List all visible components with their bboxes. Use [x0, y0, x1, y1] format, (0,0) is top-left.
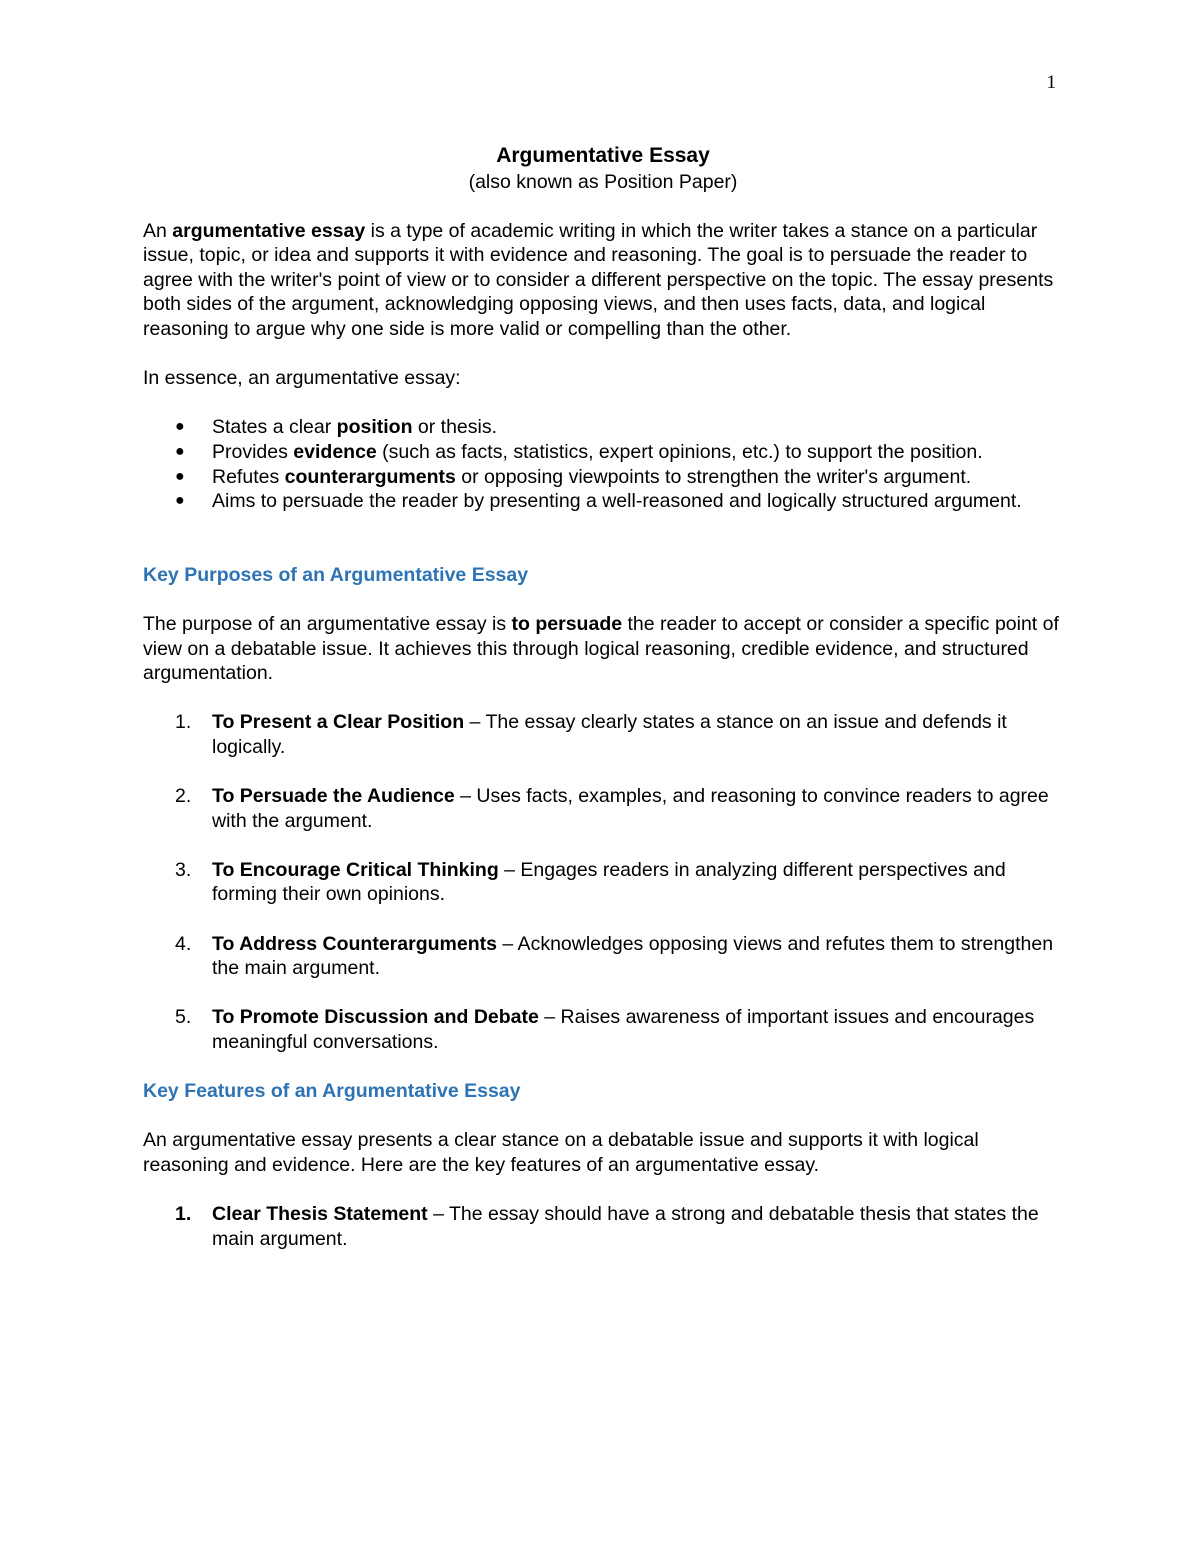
item-text: – Engages readers in analyzing different perspectives and forming their own opinions. — [212, 858, 1006, 906]
item-number: 2. — [175, 785, 192, 808]
item-number: 1. — [175, 1203, 192, 1226]
purposes-list — [143, 710, 1063, 1054]
features-intro: An argumentative essay presents a clear stance on a debatable issue and supports it with logical reasoning and evidence. Here are the key features of an argumentative essay. — [143, 1129, 979, 1176]
purposes-intro-bold: to persuade — [511, 612, 623, 635]
item-text: – Acknowledges opposing views and refutes them to strengthen the main argument. — [212, 932, 1054, 980]
purposes-intro-pre: The purpose of an argumentative essay is — [143, 612, 512, 635]
item-text: – Uses facts, examples, and reasoning to convince readers to agree with the argument. — [212, 785, 1049, 832]
essence-bullet-list — [143, 415, 1063, 513]
item-title: Clear Thesis Statement — [212, 1203, 428, 1226]
features-list — [143, 1202, 1063, 1251]
purposes-intro-post: the reader to accept or consider a specific point of view on a debatable issue. It achieves this through logical reasoning, credible evidence, and structured argumentation. — [143, 612, 1059, 685]
item-title: To Present a Clear Position — [212, 711, 465, 734]
bullet-text-pre: States a clear — [212, 416, 337, 439]
item-title: To Encourage Critical Thinking — [212, 858, 499, 881]
bullet-item — [143, 440, 1063, 465]
bullet-item — [143, 465, 1063, 490]
bullet-text-bold: counterarguments — [284, 465, 456, 488]
purpose-item — [143, 932, 1063, 981]
bullet-text-post: or opposing viewpoints to strengthen the writer's argument. — [455, 465, 972, 488]
bullet-text-pre: Aims to persuade the reader by presenting a well-reasoned and logically structured argument. — [212, 490, 1022, 513]
feature-item — [143, 1202, 1063, 1251]
purpose-item — [143, 710, 1063, 759]
bullet-icon: ● — [175, 442, 185, 460]
document-body — [143, 142, 1063, 1276]
item-title: To Promote Discussion and Debate — [212, 1006, 539, 1029]
bullet-icon: ● — [175, 467, 185, 485]
purpose-item — [143, 1005, 1063, 1054]
bullet-text-pre: Provides — [212, 440, 294, 463]
item-text: – The essay clearly states a stance on an issue and defends it logically. — [212, 711, 1007, 758]
item-number: 5. — [175, 1006, 192, 1029]
bullet-icon: ● — [175, 418, 185, 436]
item-number: 3. — [175, 858, 192, 881]
bullet-icon: ● — [175, 492, 185, 510]
item-title: To Address Counterarguments — [212, 932, 497, 955]
item-number: 4. — [175, 932, 192, 955]
intro-text-bold: argumentative essay — [172, 219, 366, 242]
item-text: – Raises awareness of important issues and encourages meaningful conversations. — [212, 1006, 1035, 1053]
bullet-text-pre: Refutes — [212, 465, 285, 488]
page-number: 1 — [1046, 72, 1056, 93]
intro-text-pre: An — [143, 219, 173, 242]
purposes-heading: Key Purposes of an Argumentative Essay — [143, 563, 529, 586]
item-title: To Persuade the Audience — [212, 785, 455, 808]
document-title: Argumentative Essay — [496, 144, 710, 167]
intro-paragraph — [143, 219, 1063, 342]
bullet-text-bold: evidence — [293, 440, 377, 463]
purpose-item — [143, 784, 1063, 833]
document-subtitle: (also known as Position Paper) — [468, 171, 738, 193]
bullet-text-post: or thesis. — [412, 416, 498, 439]
purposes-intro — [143, 612, 1063, 686]
bullet-item — [143, 415, 1063, 440]
item-text: – The essay should have a strong and debatable thesis that states the main argument. — [212, 1203, 1039, 1250]
purpose-item — [143, 858, 1063, 907]
bullet-text-bold: position — [336, 416, 413, 439]
bullet-item — [143, 489, 1063, 514]
intro-text-post: is a type of academic writing in which the writer takes a stance on a particular issue, topic, or idea and supports it with evidence and reasoning. The goal is to persuade the reader to agree with the writer's point of view or to consider a different perspective on the topic. The essay presents both sides of the argument, acknowledging opposing views, and then uses facts, data, and logical reasoning to argue why one side is more valid or compelling than the other. — [143, 219, 1054, 340]
bullet-text-post: (such as facts, statistics, expert opinions, etc.) to support the position. — [376, 440, 983, 463]
essence-lead: In essence, an argumentative essay: — [143, 367, 461, 390]
features-heading: Key Features of an Argumentative Essay — [143, 1080, 521, 1103]
item-number: 1. — [175, 711, 192, 734]
